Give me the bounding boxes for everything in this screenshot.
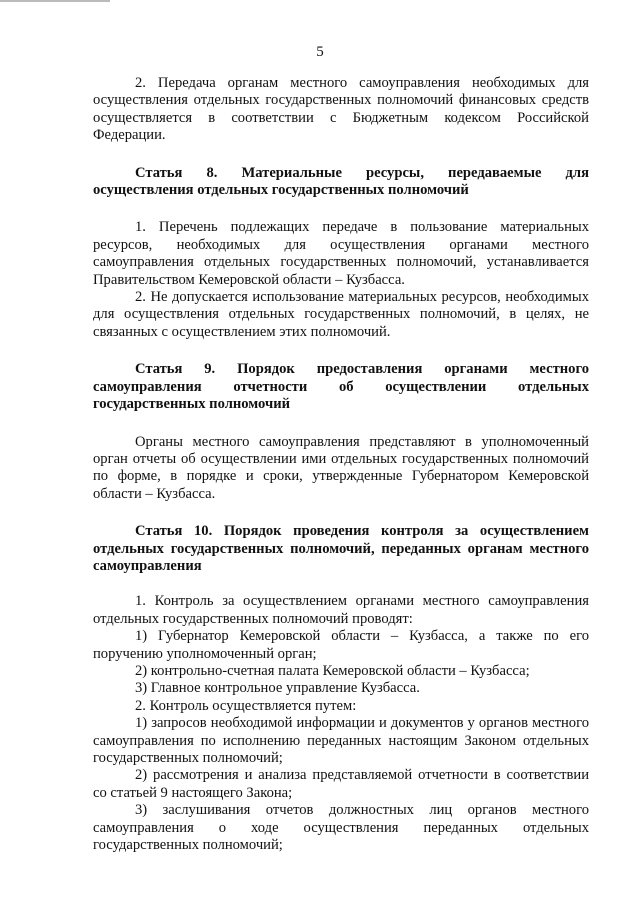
list-item: 2) контрольно-счетная палата Кемеровской области – Кузбасса; (135, 662, 530, 679)
page-number: 5 (316, 44, 324, 60)
list-item: 1) Губернатор Кемеровской области – Кузбасса, а также по его поручению уполномоченный орган; (93, 628, 589, 662)
paragraph: 2. Передача органам местного самоуправления необходимых для осуществления отдельных государственных полномочий финансовых средств осуществляется в соответствии с Бюджетным кодексом Российской Федерации. (93, 75, 589, 144)
paragraph: 2. Не допускается использование материальных ресурсов, необходимых для осуществления отдельных государственных полномочий, в целях, не связанных с осуществлением этих полномочий. (93, 289, 589, 340)
list-item: 3) Главное контрольное управление Кузбасса. (135, 680, 420, 697)
paragraph: 2. Контроль осуществляется путем: (135, 697, 357, 714)
list-item: 3) заслушивания отчетов должностных лиц органов местного самоуправления о ходе осуществления переданных отдельных государственных полномочий; (93, 802, 589, 854)
article-heading: Статья 10. Порядок проведения контроля за осуществлением отдельных государственных полномочий, переданных органам местного самоуправления (93, 523, 589, 574)
scan-edge-mark (0, 0, 110, 2)
list-item: 2) рассмотрения и анализа представляемой отчетности в соответствии со статьей 9 настоящего Закона; (93, 767, 589, 801)
article-heading: Статья 9. Порядок предоставления органами местного самоуправления отчетности об осуществлении отдельных государственных полномочий (93, 361, 589, 413)
list-item: 1) запросов необходимой информации и документов у органов местного самоуправления по исполнению переданных настоящим Законом отдельных государственных полномочий; (93, 715, 589, 766)
article-heading: Статья 8. Материальные ресурсы, передаваемые для осуществления отдельных государственных полномочий (93, 164, 589, 199)
paragraph: 1. Перечень подлежащих передаче в пользование материальных ресурсов, необходимых для осуществления органами местного самоуправления отдельных государственных полномочий, устанавливается Правительством Кемеровской области – Кузбасса. (93, 219, 589, 288)
paragraph: Органы местного самоуправления представляют в уполномоченный орган отчеты об осуществлении ими отдельных государственных полномочий по форме, в порядке и сроки, утвержденные Губернатором Кемеровской области – Кузбасса. (93, 433, 589, 502)
document-body (93, 75, 589, 854)
paragraph: 1. Контроль за осуществлением органами местного самоуправления отдельных государственных полномочий проводят: (93, 593, 589, 627)
